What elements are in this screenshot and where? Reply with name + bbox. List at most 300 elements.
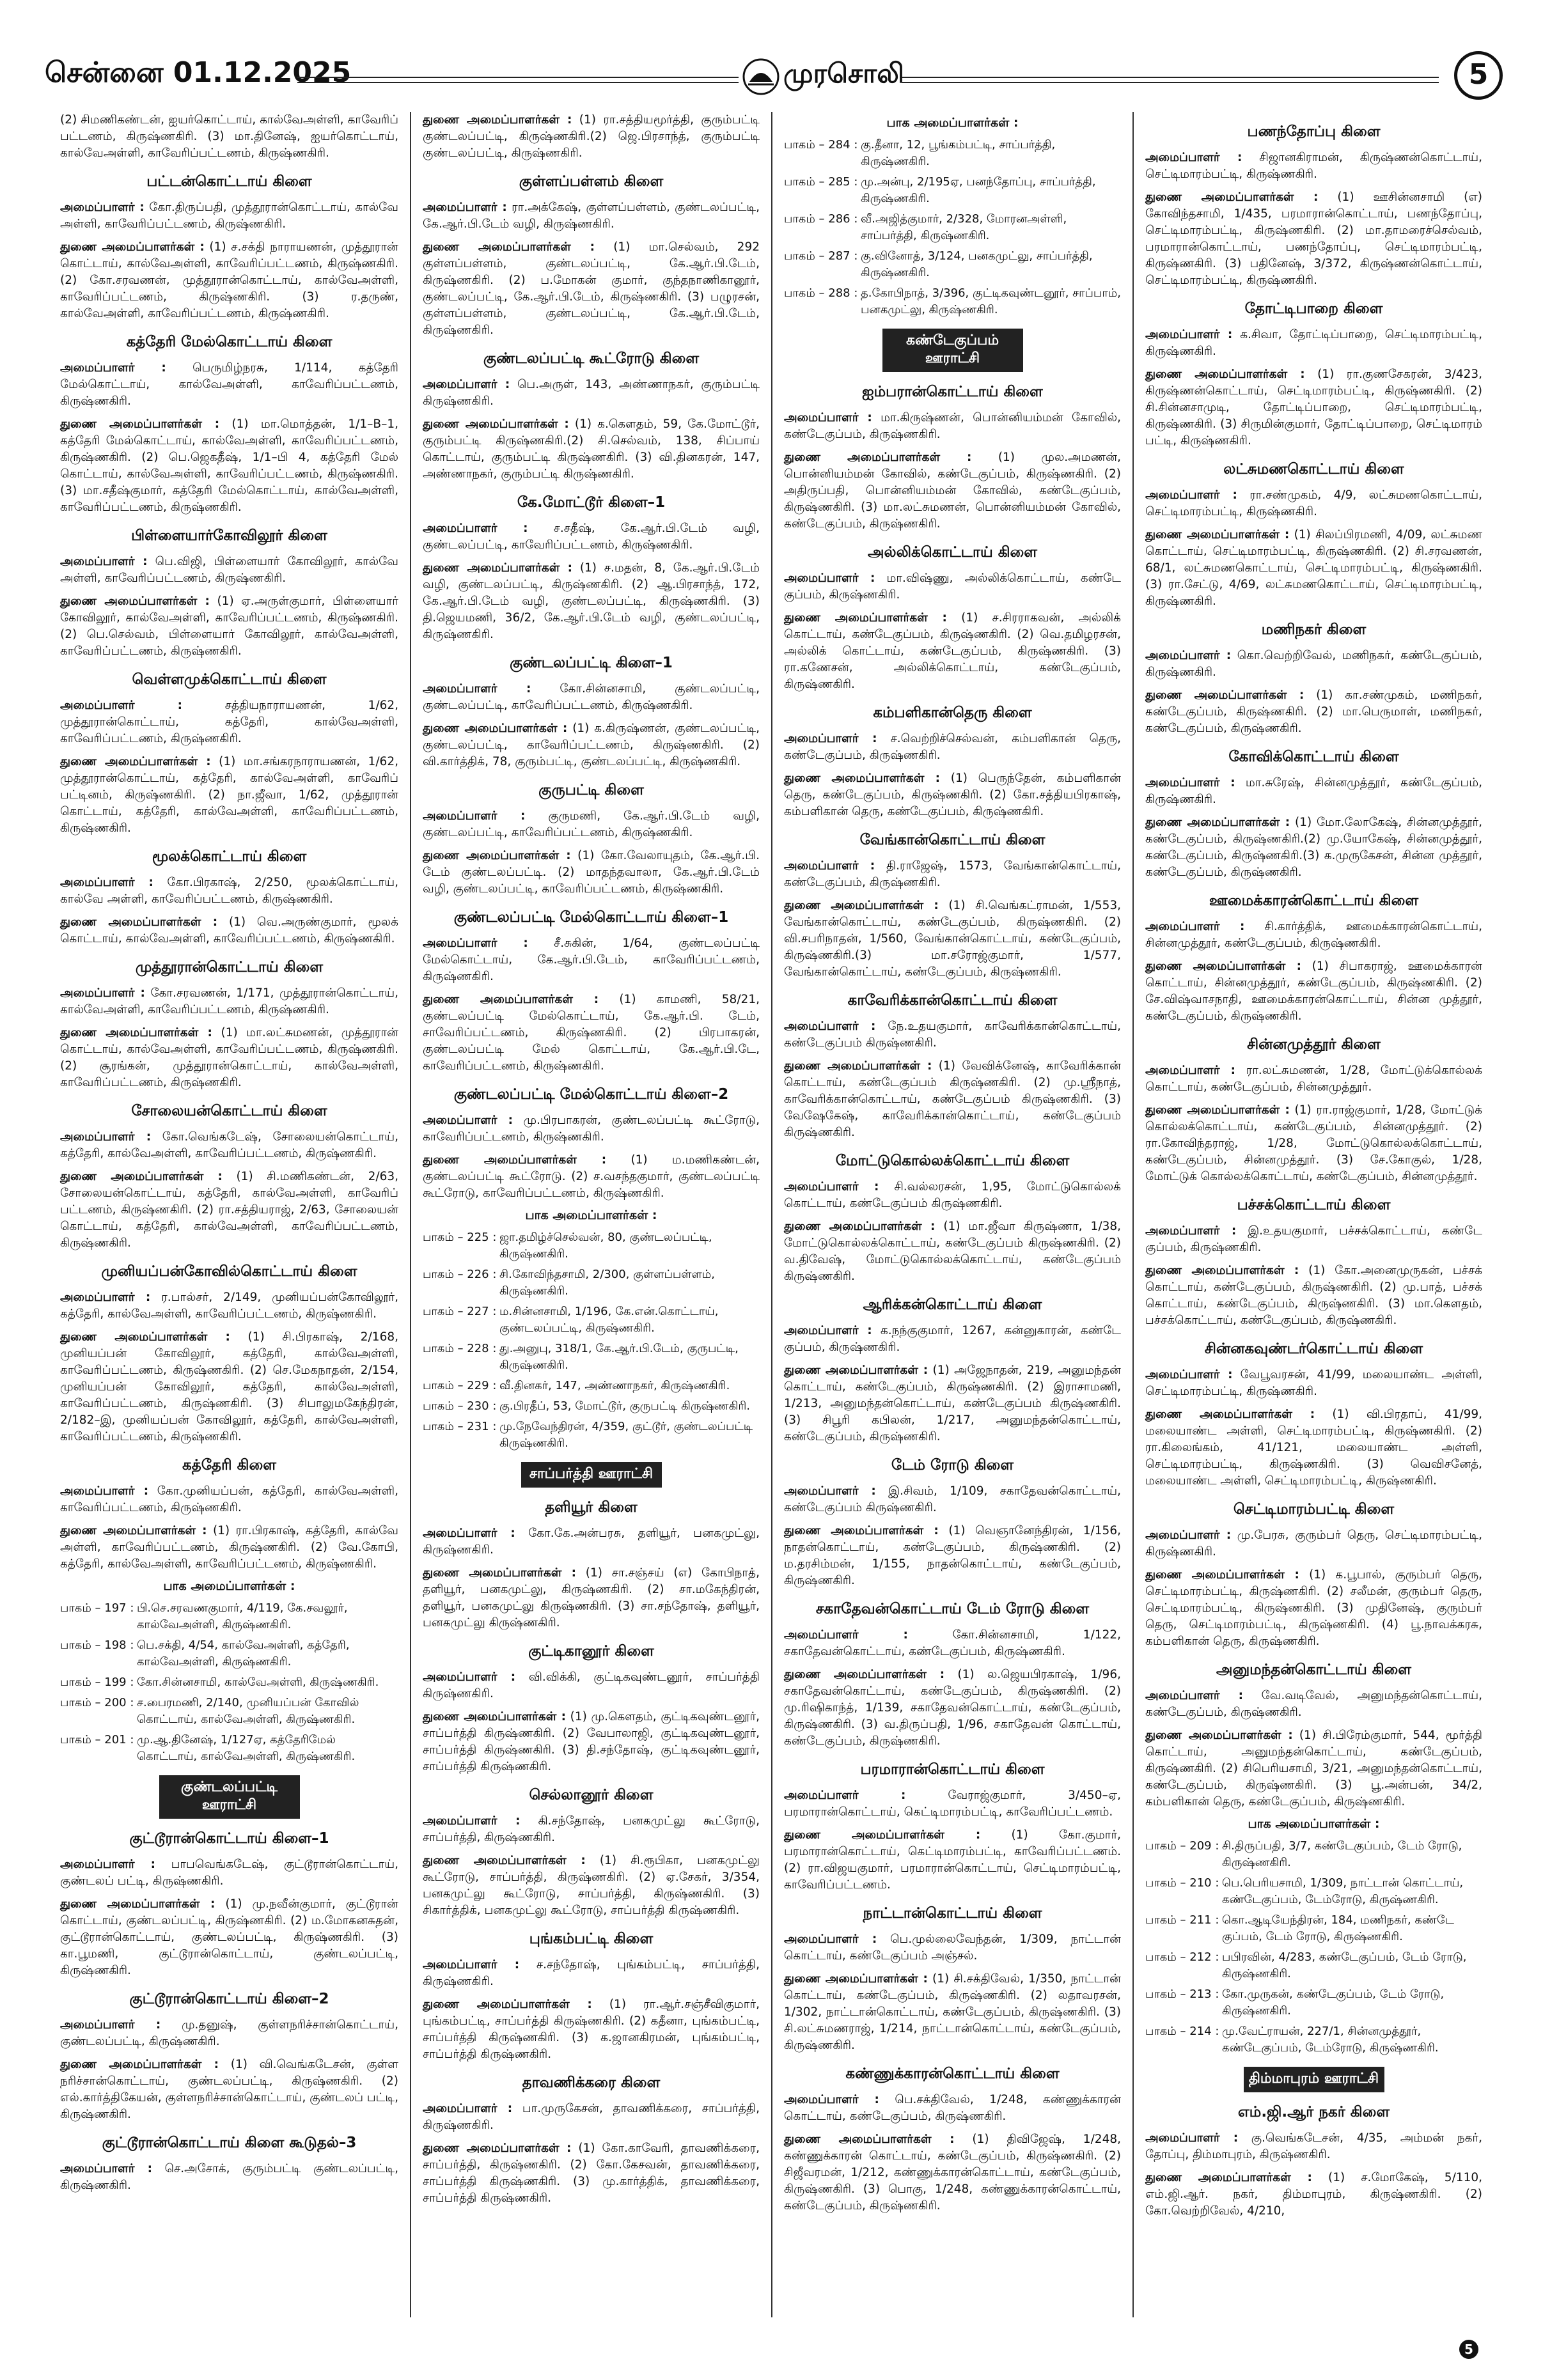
member-entry [784,770,1121,820]
entry-text: க.சிவா, தோட்டிப்பாறை, செட்டிமாரம்பட்டி, கிருஷ்ணகிரி. [1145,328,1482,358]
entry-text: (2) சிமணிகண்டன், ஐயர்கொட்டாய், கால்வேஅள்ளி, காவேரிப் பட்டணம், கிருஷ்ணகிரி. (3) மா.தினேஷ், ஐயர்கொட்டாய், கால்வேஅள்ளி, காவேரிப்பட்டணம், கிருஷ்ணகிரி. [60,113,398,160]
role-label: துணை அமைப்பாளர்கள் : [60,1330,230,1344]
role-label: துணை அமைப்பாளர்கள் : [423,1854,586,1867]
entry-text: மா.கிருஷ்ணன், பொன்னியம்மன் கோவில், கண்டேகுப்பம், கிருஷ்ணகிரி. [784,411,1121,441]
booth-number: பாகம் – 213 : [1145,1987,1219,2001]
footer-page-number: 5 [1459,2340,1478,2359]
booth-row [423,1303,760,1337]
role-label: அமைப்பாளர் : [784,1484,876,1498]
role-label: துணை அமைப்பாளர்கள் : [1145,1264,1299,1277]
role-label: அமைப்பாளர் : [60,1130,152,1144]
entry-text: பெ.விஜி, பிள்ளையார் கோவிலூர், கால்வே அள்ளி, காவேரிப்பட்டணம், கிருஷ்ணகிரி. [60,555,398,585]
member-entry [784,898,1121,981]
section-heading: பச்சக்கொட்டாய் கிளை [1237,1197,1391,1213]
section-heading: புங்கம்பட்டி கிளை [529,1931,654,1947]
entry-text: இ.உதயகுமார், பச்சக்கொட்டாய், கண்டே குப்பம், கிருஷ்ணகிரி. [1145,1224,1482,1254]
booth-row [423,1266,760,1300]
entry-text: கோ.வெங்கடேஷ், சோலையன்கொட்டாய், கத்தேரி, கால்வேஅள்ளி, காவேரிப்பட்டணம், கிருஷ்ணகிரி. [60,1130,398,1160]
role-label: துணை அமைப்பாளர்கள் : [60,1897,215,1911]
booth-row [60,1732,398,1765]
member-entry [1145,775,1482,808]
role-label: துணை அமைப்பாளர்கள் : [1145,688,1304,702]
booth-number: பாகம் – 199 : [60,1676,134,1689]
member-entry [1145,1367,1482,1400]
role-label: அமைப்பாளர் : [423,682,531,696]
role-label: துணை அமைப்பாளர்கள் : [60,755,211,768]
section-heading: டேம் ரோடு கிளை [891,1457,1014,1474]
role-label: அமைப்பாளர் : [60,876,153,889]
section-heading: அனுமந்தன்கொட்டாய் கிளை [1216,1661,1412,1678]
member-entry [784,1827,1121,1894]
member-entry [60,199,398,233]
role-label: அமைப்பாளர் : [1145,1224,1237,1238]
booth-organiser: ச.பைரமணி, 2/140, முனியப்பன் கோவில் கொட்டாய், கால்வேஅள்ளி, கிருஷ்ணகிரி. [137,1696,359,1726]
member-entry [784,1627,1121,1660]
entry-text: (1) காமணி, 58/21, குண்டலப்பட்டி மேல்கொட்டாய், கே.ஆர்.பி. டேம், சாவேரிப்பட்டணம், கிருஷ்ணகிரி. (2) பிரபாகரன், குண்டலப்பட்டி மேல் கொட்டாய், கே.ஆர்.பி.டே, காவேரிப்பட்டணம், கிருஷ்ணகிரி. [423,993,760,1073]
role-label: அமைப்பாளர் : [1145,2131,1239,2145]
entry-text: (1) மா.லட்சுமணன், முத்தூரான் கொட்டாய், கால்வேஅள்ளி, காவேரிப்பட்டணம், கிருஷ்ணகிரி. (2) சூரங்கன், முத்தூரான்கொட்டாய், கால்வேஅள்ளி, காவேரிப்பட்டணம், கிருஷ்ணகிரி. [60,1026,398,1089]
role-label: அமைப்பாளர் : [423,2102,513,2115]
role-label: அமைப்பாளர் : [60,2162,153,2175]
section-heading: தாவணிக்கரை கிளை [522,2074,661,2091]
role-label: அமைப்பாளர் : [784,732,877,745]
entry-text: ரா.அக்கேஷ், குள்ளப்பள்ளம், குண்டலப்பட்டி, கே.ஆர்.பி.டேம் வழி, கிருஷ்ணகிரி. [423,201,760,231]
member-entry [784,1667,1121,1750]
column-4 [1132,112,1494,2317]
panchayat-banner: குண்டலப்பட்டி ஊராட்சி [159,1775,300,1819]
section-heading: தளியூர் கிளை [545,1499,638,1516]
booth-number: பாகம் – 214 : [1145,2025,1219,2038]
member-entry [1145,2170,1482,2220]
role-label: அமைப்பாளர் : [423,522,528,535]
booth-row [1145,1838,1482,1871]
member-entry [423,1152,760,1202]
booth-row [784,137,1121,170]
booth-list-title: பாக அமைப்பாளர்கள் : [886,116,1019,130]
role-label: அமைப்பாளர் : [423,1527,515,1540]
role-label: துணை அமைப்பாளர்கள் : [784,451,972,464]
member-entry [423,808,760,841]
entry-text: ரா.சண்முகம், 4/9, லட்சுமணகொட்டாய், செட்டிமாரம்பட்டி, கிருஷ்ணகிரி. [1145,488,1482,518]
role-label: அமைப்பாளர் : [60,1484,149,1498]
member-entry [60,2161,398,2194]
booth-number: பாகம் – 230 : [423,1399,497,1413]
section-heading: செட்டிமாரம்பட்டி கிளை [1233,1501,1395,1518]
role-label: துணை அமைப்பாளர்கள் : [423,2142,572,2155]
entry-text: (1) கோ.வேலாயுதம், கே.ஆர்.பி. டேம் குண்டலப்பட்டி. (2) மாதந்தவாலா, கே.ஆர்.பி.டேம் வழி, குண்டலப்பட்டி, காவேரிப்பட்டணம், கிருஷ்ணகிரி. [423,849,760,896]
member-entry [784,1483,1121,1516]
booth-number: பாகம் – 197 : [60,1601,134,1615]
section-heading: நாட்டான்கொட்டாய் கிளை [863,1905,1042,1922]
entry-text: (1) சிபாகராஜ், ஊமைக்காரன் கொட்டாய், சின்னமுத்தூர், கண்டேகுப்பம், கிருஷ்ணகிரி. (2) சே.விஷ்வாசநாதி, ஊமைக்காரன்கொட்டாய், சின்ன முத்தூர், கண்டேகுப்பம், கிருஷ்ணகிரி. [1145,960,1482,1023]
member-entry [784,410,1121,443]
booth-number: பாகம் – 225 : [423,1231,497,1244]
role-label: துணை அமைப்பாளர்கள் : [1145,1568,1299,1582]
section-heading: எம்.ஜி.ஆர் நகர் கிளை [1237,2104,1390,2120]
section-heading: பணந்தோப்பு கிளை [1247,123,1381,140]
entry-text: (1) மோ.லோகேஷ், சின்னமுத்தூர், கண்டேகுப்பம், கிருஷ்ணகிரி.(2) மு.யோகேஷ், சின்னமுத்தூர், கண்டேகுப்பம், கிருஷ்ணகிரி.(3) க.முருகேசன், சின்ன முத்தூர், கண்டேகுப்பம், கிருஷ்ணகிரி. [1145,816,1482,879]
role-label: துணை அமைப்பாளர்கள் : [784,772,941,785]
member-entry [1145,1406,1482,1489]
member-entry [423,1525,760,1559]
panchayat-banner: கண்டேகுப்பம் ஊராட்சி [882,329,1023,372]
booth-number: பாகம் – 228 : [423,1342,497,1355]
entry-text: ச.வெற்றிச்செல்வன், கம்பளிகான் தெரு, கண்டேகுப்பம், கிருஷ்ணகிரி. [784,732,1121,762]
member-entry [423,239,760,339]
booth-number: பாகம் – 209 : [1145,1839,1219,1853]
entry-text: கோ.முனியப்பன், கத்தேரி, கால்வேஅள்ளி, காவேரிப்பட்டணம், கிருஷ்ணகிரி. [60,1484,398,1514]
booth-row [1145,1949,1482,1982]
role-label: அமைப்பாளர் : [1145,920,1245,933]
role-label: துணை அமைப்பாளர்கள் : [784,1364,928,1377]
member-entry [784,1218,1121,1285]
member-entry [1145,958,1482,1025]
booth-organiser: கு.வினோத், 3/124, பனகமுட்லு, சாப்பர்த்தி, கிருஷ்ணகிரி. [861,249,1093,279]
booth-row [60,1600,398,1633]
role-label: துணை அமைப்பாளர்கள் : [1145,191,1319,204]
booth-organiser: ம.சின்னசாமி, 1/196, கே.என்.கொட்டாய், குண்டலப்பட்டி, கிருஷ்ணகிரி. [499,1305,719,1335]
booth-number: பாகம் – 287 : [784,249,858,263]
member-entry [1145,1527,1482,1560]
member-entry [423,1669,760,1702]
section-heading: குண்டலப்பட்டி மேல்கொட்டாய் கிளை–1 [453,909,729,926]
booth-number: பாகம் – 231 : [423,1420,497,1433]
role-label: துணை அமைப்பாளர்கள் : [423,417,569,431]
role-label: அமைப்பாளர் : [60,201,145,214]
member-entry [423,416,760,483]
section-heading: மோட்டுகொல்லக்கொட்டாய் கிளை [835,1153,1070,1169]
role-label: அமைப்பாளர் : [784,1933,877,1946]
member-entry [60,554,398,587]
entry-text: பா.முருகேசன், தாவணிக்கரை, சாப்பர்த்தி, கிருஷ்ணகிரி. [423,2102,760,2132]
section-heading: குண்டலப்பட்டி கிளை–1 [510,655,673,671]
member-entry [60,1329,398,1445]
member-entry [784,1971,1121,2054]
entry-text: (1) கோ.அனைமுருகன், பச்சக் கொட்டாய், கண்டேகுப்பம், கிருஷ்ணகிரி. (2) மு.பாத், பச்சக் கொட்டாய், கண்டேகுப்பம், கிருஷ்ணகிரி. (3) மா.கௌதம், பச்சக்கொட்டாய், கண்டேகுப்பம், கிருஷ்ணகிரி. [1145,1264,1482,1327]
entry-text: (1) ச.மோகேஷ், 5/110, எம்.ஜி.ஆர். நகர், திம்மாபுரம், கிருஷ்ணகிரி. (2) கோ.வெற்றிவேல், 4/210, [1145,2171,1482,2218]
booth-row [60,1674,398,1691]
section-heading: அல்லிக்கொட்டாய் கிளை [867,544,1038,561]
section-heading: சின்னமுத்தூர் கிளை [1247,1036,1381,1053]
member-entry [60,1483,398,1516]
entry-text: கோ.பிரகாஷ், 2/250, மூலக்கொட்டாய், கால்வே அள்ளி, காவேரிப்பட்டணம், கிருஷ்ணகிரி. [60,876,398,906]
booth-number: பாகம் – 288 : [784,286,858,300]
role-label: துணை அமைப்பாளர்கள் : [784,1524,939,1537]
entry-text: க.நந்குகுமார், 1267, கன்னுகாரன், கண்டே குப்பம், கிருஷ்ணகிரி. [784,1324,1121,1354]
entry-text: சிஜானகிராமன், கிருஷ்ணன்கொட்டாய், செட்டிமாரம்பட்டி, கிருஷ்ணகிரி. [1145,151,1482,181]
entry-text: (1) சிலப்பிரமணி, 4/09, லட்சுமண கொட்டாய், செட்டிமாரம்பட்டி, கிருஷ்ணகிரி. (2) சி.சரவணன், 68/1, லட்சுமணகொட்டாய், செட்டிமாரம்பட்டி, கிருஷ்ணகிரி. (3) ரா.சேட்டு, 4/69, லட்சுமணகொட்டாய், செட்டிமாரம்பட்டி, கிருஷ்ணகிரி. [1145,528,1482,608]
role-label: அமைப்பாளர் : [1145,488,1237,502]
member-entry [60,593,398,660]
entry-text: (1) மா.மொத்தன், 1/1–B–1, கத்தேரி மேல்கொட்டாய், கால்வேஅள்ளி, காவேரிப்பட்டணம், கிருஷ்ணகிரி. (2) பெ.ஜெகதீஷ், 1/1–பி 4, கத்தேரி மேல் கொட்டாய், கால்வேஅள்ளி, காவேரிப்பட்டணம், கிருஷ்ணகிரி. (3) மா.சதீஷ்குமார், கத்தேரி மேல்கொட்டாய், கால்வேஅள்ளி, காவேரிப்பட்டணம், கிருஷ்ணகிரி. [60,417,398,514]
entry-text: (1) ஊசின்னசாமி (எ) கோவிந்தசாமி, 1/435, பரமாரான்கொட்டாய், பணந்தோப்பு, செட்டிமாரம்பட்டி, கிருஷ்ணகிரி. (2) மா.தாமரைச்செல்வம், பரமாரான்கொட்டாய், பணந்தோப்பு, செட்டிமாரம்பட்டி, கிருஷ்ணகிரி. (3) பதினேஷ், 3/372, கிருஷ்ணன்கொட்டாய், செட்டிமாரம்பட்டி, கிருஷ்ணகிரி. [1145,191,1482,287]
role-label: அமைப்பாளர் : [60,1291,151,1304]
member-entry [60,1856,398,1890]
role-label: அமைப்பாளர் : [60,986,145,1000]
role-label: துணை அமைப்பாளர்கள் : [423,240,595,254]
member-entry [60,1289,398,1323]
role-label: துணை அமைப்பாளர்கள் : [1145,960,1301,973]
booth-number: பாகம் – 226 : [423,1268,497,1281]
entry-text: (1) அஜேநாதன், 219, அனுமந்தன் கொட்டாய், கண்டேகுப்பம், கிருஷ்ணகிரி. (2) இராசாமணி, 1/213, அனுமந்தன்கொட்டாய், கண்டேகுப்பம் கிருஷ்ணகிரி. (3) சிபூரி கபிலன், 1/217, அனுமந்தன்கொட்டாய், கண்டேகுப்பம், கிருஷ்ணகிரி. [784,1364,1121,1443]
booth-number: பாகம் – 198 : [60,1638,134,1652]
masthead-rule-left [297,77,739,83]
role-label: துணை அமைப்பாளர்கள் : [1145,1408,1315,1421]
booth-organiser: பபிரவின், 4/283, கண்டேகுப்பம், டேம் ரோடு, கிருஷ்ணகிரி. [1222,1950,1467,1980]
member-entry [784,449,1121,533]
section-heading: சோலையன்கொட்டாய் கிளை [131,1103,327,1119]
entry-text: (1) சா.சஞ்சய் (எ) கோபிநாத், தளியூர், பனகமுட்லு, கிருஷ்ணகிரி. (2) சா.மகேந்திரன், தளியூர், பனகமுட்லு கிருஷ்ணகிரி. (3) சா.சந்தோஷ், தளியூர், பனகமுட்லு கிருஷ்ணகிரி. [423,1566,760,1629]
role-label: அமைப்பாளர் : [60,2018,161,2032]
section-heading: முனியப்பன்கோவில்கொட்டாய் கிளை [101,1263,357,1280]
booth-organiser: கு.பிரதீப், 53, மோட்டூர், குருபட்டி கிருஷ்ணகிரி. [499,1399,751,1413]
role-label: துணை அமைப்பாளர்கள் : [60,915,218,929]
entry-text: (1) க.கௌதம், 59, கே.மோட்டூர், குரும்பட்டி கிருஷ்ணகிரி.(2) சி.செல்வம், 138, சிப்பாய் கொட்டாய், குரும்பட்டி கிருஷ்ணகிரி. (3) வி.தினகரன், 147, அண்ணாநகர், குரும்பட்டி கிருஷ்ணகிரி. [423,417,760,481]
role-label: துணை அமைப்பாளர்கள் : [784,1828,981,1842]
column-3 [771,112,1132,2317]
role-label: துணை அமைப்பாளர்கள் : [1145,1729,1293,1742]
role-label: அமைப்பாளர் : [784,859,875,873]
section-heading: பரமாரான்கொட்டாய் கிளை [860,1761,1045,1778]
entry-text: (1) சி.மணிகண்டன், 2/63, சோலையன்கொட்டாய், கத்தேரி, கால்வேஅள்ளி, காவேரிப் பட்டணம், கிருஷ்ணகிரி. (2) ரா.சத்தியராஜ், 2/63, சோலையன் கொட்டாய், கத்தேரி, கால்வேஅள்ளி, காவேரிப்பட்டணம், கிருஷ்ணகிரி. [60,1170,398,1250]
member-entry [423,681,760,714]
booth-row [423,1341,760,1374]
entry-text: (1) திவிஜேஷ், 1/248, கண்ணுக்காரன் கொட்டாய், கண்டேகுப்பம், கிருஷ்ணகிரி. (2) சிஜீவரமன், 1/212, கண்ணுக்காரன்கொட்டாய், கண்டேகுப்பம், கிருஷ்ணகிரி. (3) பொகு, 1/248, கண்ணுக்காரன்கொட்டாய், கண்டேகுப்பம், கிருஷ்ணகிரி. [784,2133,1121,2213]
section-heading: காவேரிக்கான்கொட்டாய் கிளை [847,992,1058,1009]
role-label: துணை அமைப்பாளர்கள் : [784,1059,932,1073]
role-label: துணை அமைப்பாளர்கள் : [60,2058,219,2071]
booth-number: பாகம் – 229 : [423,1379,497,1392]
column-1 [49,112,410,2317]
entry-text: சி.வல்லரசன், 1,95, மோட்டுகொல்லக் கொட்டாய், கண்டேகுப்பம் கிருஷ்ணகிரி. [784,1180,1121,1210]
booth-number: பாகம் – 210 : [1145,1876,1219,1890]
booth-organiser: மு.ஆ.தினேஷ், 1/127ஏ, கத்தேரிமேல் கொட்டாய், கால்வேஅள்ளி, கிருஷ்ணகிரி. [137,1733,356,1763]
role-label: துணை அமைப்பாளர்கள் : [784,2133,955,2146]
entry-text: ரா.லட்சுமணன், 1/28, மோட்டுக்கொல்லக் கொட்டாய், கண்டேகுப்பம், சின்னமுத்தூர். [1145,1064,1483,1094]
role-label: துணை அமைப்பாளர்கள் : [784,899,939,912]
entry-text: கோ.சரவணன், 1/171, முத்தூரான்கொட்டாய், கால்வேஅள்ளி, காவேரிப்பட்டணம், கிருஷ்ணகிரி. [60,986,398,1016]
entry-text: சி.கார்த்திக், ஊமைக்காரன்கொட்டாய், சின்னமுத்தூர், கண்டேகுப்பம், கிருஷ்ணகிரி. [1145,920,1482,950]
role-label: அமைப்பாளர் : [784,2093,879,2106]
entry-text: கு.வெங்கடேசன், 4/35, அம்மன் நகர், தோப்பு, திம்மாபுரம், கிருஷ்ணகிரி. [1145,2131,1482,2161]
booth-organiser: சி.கோவிந்தசாமி, 2/300, குள்ளப்பள்ளம், கிருஷ்ணகிரி. [499,1268,715,1298]
booth-number: பாகம் – 200 : [60,1696,134,1709]
booth-row [784,174,1121,207]
entry-text: பெ.அருள், 143, அண்ணாநகர், குரும்பட்டி கிருஷ்ணகிரி. [423,378,760,408]
booth-organiser: ஜா.தமிழ்ச்செல்வன், 80, குண்டலப்பட்டி, கிருஷ்ணகிரி. [499,1231,712,1261]
section-heading: வெள்ளமுக்கொட்டாய் கிளை [132,671,327,688]
booth-organiser: த.கோபிநாத், 3/396, குட்டிகவுண்டனூர், சாப்பாம், பனகமுட்லு, கிருஷ்ணகிரி. [861,286,1121,316]
entry-text: (1) மா.செல்வம், 292 குள்ளப்பள்ளம், குண்டலப்பட்டி, கே.ஆர்.பி.டேம், கிருஷ்ணகிரி. (2) ப.மோகன் குமார், குந்தநாணிகானூர், குண்டலப்பட்டி, கே.ஆர்.பி.டேம், கிருஷ்ணகிரி. (3) பழுரசன், குள்ளப்பள்ளம், குண்டலப்பட்டி, கே.ஆர்.பி.டேம், கிருஷ்ணகிரி. [423,240,760,337]
member-entry [784,1931,1121,1964]
booth-organiser: கு.தீனா, 12, பூங்கம்பட்டி, சாப்பர்த்தி, கிருஷ்ணகிரி. [861,138,1056,168]
booth-list-title: பாக அமைப்பாளர்கள் : [163,1579,295,1593]
role-label: அமைப்பாளர் : [60,361,166,375]
entry-text: (1) ல.ஜெயபிரகாஷ், 1/96, சகாதேவன்கொட்டாய், கண்டேகுப்பம், கிருஷ்ணகிரி. (2) மு.ரிஷிகாந்த், 1/139, சகாதேவன்கொட்டாய், கண்டேகுப்பம், கிருஷ்ணகிரி. (3) வ.திருப்பதி, 1/96, சகாதேவன் கொட்டாய், கண்டேகுப்பம், கிருஷ்ணகிரி. [784,1668,1121,1748]
entry-text: (1) வேவிக்னேஷ், காவேரிக்கான் கொட்டாய், கண்டேகுப்பம் கிருஷ்ணகிரி. (2) மு.ஸ்ரீநாத், காவேரிக்கான்கொட்டாய், கண்டேகுப்பம் கிருஷ்ணகிரி. (3) வேஷேகேஷ், காவேரிக்கான்கொட்டாய், கண்டேகுப்பம் கிருஷ்ணகிரி. [784,1059,1121,1139]
entry-text: (1) வெ.அருண்குமார், மூலக் கொட்டாய், கால்வேஅள்ளி, காவேரிப்பட்டணம், கிருஷ்ணகிரி. [60,915,398,945]
role-label: துணை அமைப்பாளர்கள் : [423,561,573,575]
entry-text: மு.பேரசு, குரும்பர் தெரு, செட்டிமாரம்பட்டி, கிருஷ்ணகிரி. [1145,1528,1482,1559]
section-heading: கோவிக்கொட்டாய் கிளை [1228,749,1399,765]
entry-text: (1) சி.சக்திவேல், 1/350, நாட்டான் கொட்டாய், கண்டேகுப்பம், கிருஷ்ணகிரி. (2) லதாவரசன், 1/302, நாட்டான்கொட்டாய், கண்டேகுப்பம், கிருஷ்ணகிரி. (3) சி.லட்சுமணராஜ், 1/214, நாட்டான்கொட்டாய், கண்டேகுப்பம், கிருஷ்ணகிரி. [784,1972,1121,2052]
member-entry [1145,919,1482,952]
member-entry [423,1565,760,1631]
booth-organiser: பெ.பெரியசாமி, 1/309, நாட்டான் கொட்டாய், கண்டேகுப்பம், டேம்ரோடு, கிருஷ்ணகிரி. [1222,1876,1464,1906]
role-label: அமைப்பாளர் : [60,555,148,568]
entry-text: மு.தனுஷ், குள்ளநரிச்சான்கொட்டாய், குண்டலப்பட்டி, கிருஷ்ணகிரி. [60,2018,398,2048]
booth-list-title: பாக அமைப்பாளர்கள் : [525,1208,657,1222]
section-heading: லட்சுமணகொட்டாய் கிளை [1223,461,1404,478]
member-entry [423,199,760,233]
panchayat-banner: சாப்பர்த்தி ஊராட்சி [521,1462,662,1488]
member-entry [784,1179,1121,1212]
entry-text: கோ.சின்னசாமி, குண்டலப்பட்டி, குண்டலப்பட்டி, காவேரிப்பட்டணம், கிருஷ்ணகிரி. [423,682,760,712]
section-heading: குண்டலப்பட்டி மேல்கொட்டாய் கிளை–2 [453,1086,729,1103]
member-entry [423,992,760,1075]
section-heading: ஆரிக்கன்கொட்டாய் கிளை [863,1296,1042,1313]
newspaper-name: முரசொலி [783,58,904,89]
masthead [45,51,1503,102]
entry-text: (1) ரா.ஆர்.சஞ்சீவிகுமார், புங்கம்பட்டி, சாப்பர்த்தி கிருஷ்ணகிரி. (2) கதீனா, புங்கம்பட்டி, சாப்பர்த்தி கிருஷ்ணகிரி. (3) க.ஜானகிரமன், புங்கம்பட்டி, சாப்பர்த்தி கிருஷ்ணகிரி. [423,1998,760,2061]
entry-text: (1) ரா.சத்தியமூர்த்தி, குரும்பட்டி குண்டலப்பட்டி, கிருஷ்ணகிரி.(2) ஜெ.பிரசாந்த், குரும்பட்டி குண்டலப்பட்டி, கிருஷ்ணகிரி. [423,113,760,160]
entry-text: (1) மா.ஜீவா கிருஷ்ணா, 1/38, மோட்டுகொல்லக்கொட்டாய், கண்டேகுப்பம் கிருஷ்ணகிரி. (2) வ.திவேஷ், மோட்டுகொல்லக்கொட்டாய், கண்டேகுப்பம் கிருஷ்ணகிரி. [784,1220,1121,1283]
member-entry [1145,1727,1482,1810]
entry-text: பெருமிழ்நரசு, 1/114, கத்தேரி மேல்கொட்டாய், கால்வேஅள்ளி, காவேரிப்பட்டணம், கிருஷ்ணகிரி. [60,361,398,408]
member-entry [784,1523,1121,1589]
role-label: அமைப்பாளர் : [1145,151,1242,164]
member-entry [423,520,760,554]
role-label: துணை அமைப்பாளர்கள் : [60,595,210,608]
entry-text: (1) சி.பிரேம்குமார், 544, மூர்த்தி கொட்டாய், அனுமந்தன்கொட்டாய், கண்டேகுப்பம், கிருஷ்ணகிரி. (2) சிபெரியசாமி, 3/21, அனுமந்தன்கொட்டாய், கண்டேகுப்பம், கிருஷ்ணகிரி. (3) பூ.அன்பன், 34/2, கம்பளிகான் தெரு, கண்டேகுப்பம், கிருஷ்ணகிரி. [1145,1729,1482,1808]
role-label: அமைப்பாளர் : [784,1324,872,1337]
member-entry [1145,1567,1482,1650]
member-entry [60,112,398,162]
booth-row [784,285,1121,318]
member-entry [60,1169,398,1252]
role-label: அமைப்பாளர் : [423,1670,516,1684]
role-label: அமைப்பாளர் : [423,1958,520,1972]
role-label: அமைப்பாளர் : [784,1628,908,1642]
role-label: துணை அமைப்பாளர்கள் : [60,1026,212,1039]
entry-text: கொ.வெற்றிவேல், மணிநகர், கண்டேகுப்பம், கிருஷ்ணகிரி. [1145,649,1482,679]
member-entry [423,1709,760,1775]
booth-row [1145,1875,1482,1908]
booth-list-title: பாக அமைப்பாளர்கள் : [1248,1817,1380,1831]
entry-text: ர.பால்சர், 2/149, முனியப்பன்கோவிலூர், கத்தேரி, கால்வேஅள்ளி, காவேரிப்பட்டணம், கிருஷ்ணகிரி. [60,1291,398,1321]
member-entry [60,1025,398,1091]
entry-text: கோ.கே.அன்பரசு, தளியூர், பனகமுட்லு, கிருஷ்ணகிரி. [423,1527,760,1557]
masthead-rule-right [902,77,1439,83]
member-entry [423,1996,760,2063]
member-entry [1145,1223,1482,1256]
member-entry [60,875,398,908]
booth-row [1145,1912,1482,1945]
page-number-badge: 5 [1454,51,1503,100]
entry-text: (1) முல.அமணன், பொன்னியம்மன் கோவில், கண்டேகுப்பம், கிருஷ்ணகிரி. (2) அதிருப்பதி, பொன்னியம்மன் கோவில், கண்டேகுப்பம், கிருஷ்ணகிரி. (3) மா.லட்சுமணன், பொன்னியம்மன் கோவில், கண்டேகுப்பம், கிருஷ்ணகிரி. [784,451,1121,531]
role-label: துணை அமைப்பாளர்கள் : [423,993,599,1006]
member-entry [60,697,398,747]
entry-text: சத்தியநாராயணன், 1/62, முத்தூரான்கொட்டாய், கத்தேரி, கால்வேஅள்ளி, காவேரிப்பட்டணம், கிருஷ்ணகிரி. [60,699,399,745]
member-entry [1145,2130,1482,2163]
section-heading: முத்தூரான்கொட்டாய் கிளை [135,959,324,976]
member-entry [423,377,760,410]
member-entry [1145,1102,1482,1185]
member-entry [60,360,398,410]
booth-row [423,1378,760,1394]
entry-text: (1) சி.வெங்கட்ராமன், 1/553, வேங்கான்கொட்டாய், கண்டேகுப்பம், கிருஷ்ணகிரி. (2) வி.சபரிநாதன், 1/560, வேங்கான்கொட்டாய், கண்டேகுப்பம், கிருஷ்ணகிரி.(3) மா.சரோஜ்குமார், 1/577, வேங்கான்கொட்டாய், கண்டேகுப்பம், கிருஷ்ணகிரி. [784,899,1121,979]
booth-organiser: மு.நேவேந்திரன், 4/359, குட்டூர், குண்டலப்பட்டி கிருஷ்ணகிரி. [499,1420,753,1450]
section-heading: குட்டூரான்கொட்டாய் கிளை–1 [129,1830,329,1847]
entry-text: (1) மு.கௌதம், குட்டிகவுண்டனூர், சாப்பர்த்தி கிருஷ்ணகிரி. (2) வேபாலாஜி, குட்டிகவுண்டனூர், சாப்பர்த்தி கிருஷ்ணகிரி. (3) தி.சந்தோஷ், குட்டிகவுண்டனூர், சாப்பர்த்தி கிருஷ்ணகிரி. [423,1710,760,1773]
member-entry [60,1523,398,1573]
role-label: துணை அமைப்பாளர்கள் : [423,1566,577,1580]
section-heading: சகாதேவன்கொட்டாய் டேம் ரோடு கிளை [815,1601,1090,1617]
booth-organiser: சி.திருப்பதி, 3/7, கண்டேகுப்பம், டேம் ரோடு, கிருஷ்ணகிரி. [1222,1839,1462,1869]
member-entry [784,2092,1121,2125]
member-entry [784,1362,1121,1445]
booth-organiser: மு.அன்பு, 2/195ஏ, பனந்தோப்பு, சாப்பர்த்தி, கிருஷ்ணகிரி. [861,175,1096,205]
member-entry [784,570,1121,603]
member-entry [60,239,398,322]
member-entry [60,754,398,837]
booth-organiser: து.அனுபு, 318/1, கே.ஆர்.பி.டேம், குருபட்டி, கிருஷ்ணகிரி. [499,1342,739,1372]
booth-number: பாகம் – 212 : [1145,1950,1219,1964]
entry-text: (1) ரா.பிரகாஷ், கத்தேரி, கால்வே அள்ளி, காவேரிப்பட்டணம், கிருஷ்ணகிரி. (2) வே.கோபி, கத்தேரி, கால்வேஅள்ளி, காவேரிப்பட்டணம், கிருஷ்ணகிரி. [60,1524,398,1571]
role-label: அமைப்பாளர் : [1145,776,1235,789]
entry-text: (1) கோ.குமார், பரமாரான்கொட்டாய், கெட்டிமாரம்பட்டி, காவேரிப்பட்டணம். (2) ரா.விஜயகுமார், பரமாரான்கொட்டாய், செட்டிமாரம்பட்டி, காவேரிப்பட்டணம். [784,1828,1121,1892]
member-entry [784,858,1121,891]
section-heading: ஊமைக்காரன்கொட்டாய் கிளை [1209,892,1419,909]
member-entry [1145,487,1482,520]
booth-row [60,1695,398,1728]
member-entry [1145,648,1482,681]
member-entry [423,560,760,643]
entry-text: (1) க.கிருஷ்ணன், குண்டலப்பட்டி, குண்டலப்பட்டி, காவேரிப்பட்டணம், கிருஷ்ணகிரி. (2) வி.கார்த்திக், 78, குரும்பட்டி, குண்டலப்பட்டி, கிருஷ்ணகிரி. [423,722,760,768]
member-entry [784,731,1121,764]
member-entry [423,935,760,985]
section-heading: தோட்டிபாறை கிளை [1244,300,1383,317]
panchayat-banner: திம்மாபுரம் ஊராட்சி [1244,2067,1384,2092]
member-entry [60,2057,398,2123]
entry-text: கோ.சின்னசாமி, 1/122, சகாதேவன்கொட்டாய், கண்டேகுப்பம், கிருஷ்ணகிரி. [784,1628,1121,1658]
member-entry [423,720,760,770]
entry-text: (1) கோ.காவேரி, தாவணிக்கரை, சாப்பர்த்தி, கிருஷ்ணகிரி. (2) கோ.கேசவன், தாவணிக்கரை, சாப்பர்த்தி கிருஷ்ணகிரி. (3) மு.கார்த்திக், தாவணிக்கரை, சாப்பர்த்தி கிருஷ்ணகிரி. [423,2142,760,2205]
section-heading: கம்பளிகான்தெரு கிளை [873,704,1032,721]
entry-text: (1) பெருந்தேன், கம்பளிகான் தெரு, கண்டேகுப்பம், கிருஷ்ணகிரி. (2) கோ.சத்தியபிரகாஷ், கம்பளிகான் தெரு, கண்டேகுப்பம், கிருஷ்ணகிரி. [784,772,1121,818]
entry-text: (1) ரா.குணசேகரன், 3/423, கிருஷ்ணன்கொட்டாய், செட்டிமாரம்பட்டி, கிருஷ்ணகிரி. (2) சி.சின்னசாமுடி, தோட்டிப்பாறை, செட்டிமாரம்பட்டி, கிருஷ்ணகிரி. (3) சிருமின்குமார், தோட்டிப்பாறை, செட்டிமாரம் பட்டி, கிருஷ்ணகிரி. [1145,368,1482,447]
booth-organiser: பெ.சக்தி, 4/54, கால்வேஅள்ளி, கத்தேரி, கால்வேஅள்ளி, கிருஷ்ணகிரி. [137,1638,350,1668]
role-label: துணை அமைப்பாளர்கள் : [60,240,205,254]
member-entry [423,112,760,162]
member-entry [784,1018,1121,1052]
booth-row [784,248,1121,281]
role-label: அமைப்பாளர் : [1145,649,1232,662]
entry-text: (1) சி.பிரகாஷ், 2/168, முனியப்பன் கோவிலூர், கத்தேரி, கால்வேஅள்ளி, காவேரிப்பட்டணம், கிருஷ்ணகிரி. (2) செ.மேகநாதன், 2/154, முனியப்பன் கோவிலூர், கத்தேரி, கால்வேஅள்ளி, காவேரிப்பட்டணம், கிருஷ்ணகிரி. (3) சிபாலுமகேந்திரன், 2/182–இ, முனியப்பன் கோவிலூர், கத்தேரி, கால்வேஅள்ளி, காவேரிப்பட்டணம், கிருஷ்ணகிரி. [60,1330,398,1443]
role-label: துணை அமைப்பாளர்கள் : [784,1668,945,1681]
role-label: அமைப்பாளர் : [1145,1368,1233,1381]
section-heading: பட்டன்கொட்டாய் கிளை [146,173,312,190]
booth-number: பாகம் – 284 : [784,138,858,152]
entry-text: பாபவெங்கடேஷ், குட்டூரான்கொட்டாய், குண்டலப் பட்டி, கிருஷ்ணகிரி. [60,1858,399,1888]
section-heading: கத்தேரி மேல்கொட்டாய் கிளை [126,334,333,350]
entry-text: (1) ச.சக்தி நாராயணன், முத்தூரான் கொட்டாய், கால்வேஅள்ளி, காவேரிப்பட்டணம், கிருஷ்ணகிரி. (2) கோ.சரவணன், முத்தூரான்கொட்டாய், கால்வேஅள்ளி, காவேரிப்பட்டணம், கிருஷ்ணகிரி. (3) ர.தருண், கால்வேஅள்ளி, காவேரிப்பட்டணம், கிருஷ்ணகிரி. [60,240,398,320]
entry-text: மு.பிரபாகரன், குண்டலப்பட்டி கூட்ரோடு, காவேரிப்பட்டணம், கிருஷ்ணகிரி. [423,1114,760,1144]
entry-text: (1) க.பூபால், குரும்பர் தெரு, செட்டிமாரம்பட்டி, கிருஷ்ணகிரி. (2) சலீமன், குரும்பர் தெரு, செட்டிமாரம்பட்டி, கிருஷ்ணகிரி. (3) முதினேஷ், குரும்பர் தெரு, செட்டிமாரம்பட்டி, கிருஷ்ணகிரி. (4) பூ.நாவக்கரசு, கம்பளிகான் தெரு, கிருஷ்ணகிரி. [1145,1568,1482,1648]
section-heading: மூலக்கொட்டாய் கிளை [152,848,307,865]
section-heading: மணிநகர் கிளை [1261,621,1367,638]
section-heading: குட்டூரான்கொட்டாய் கிளை–2 [129,1991,329,2007]
